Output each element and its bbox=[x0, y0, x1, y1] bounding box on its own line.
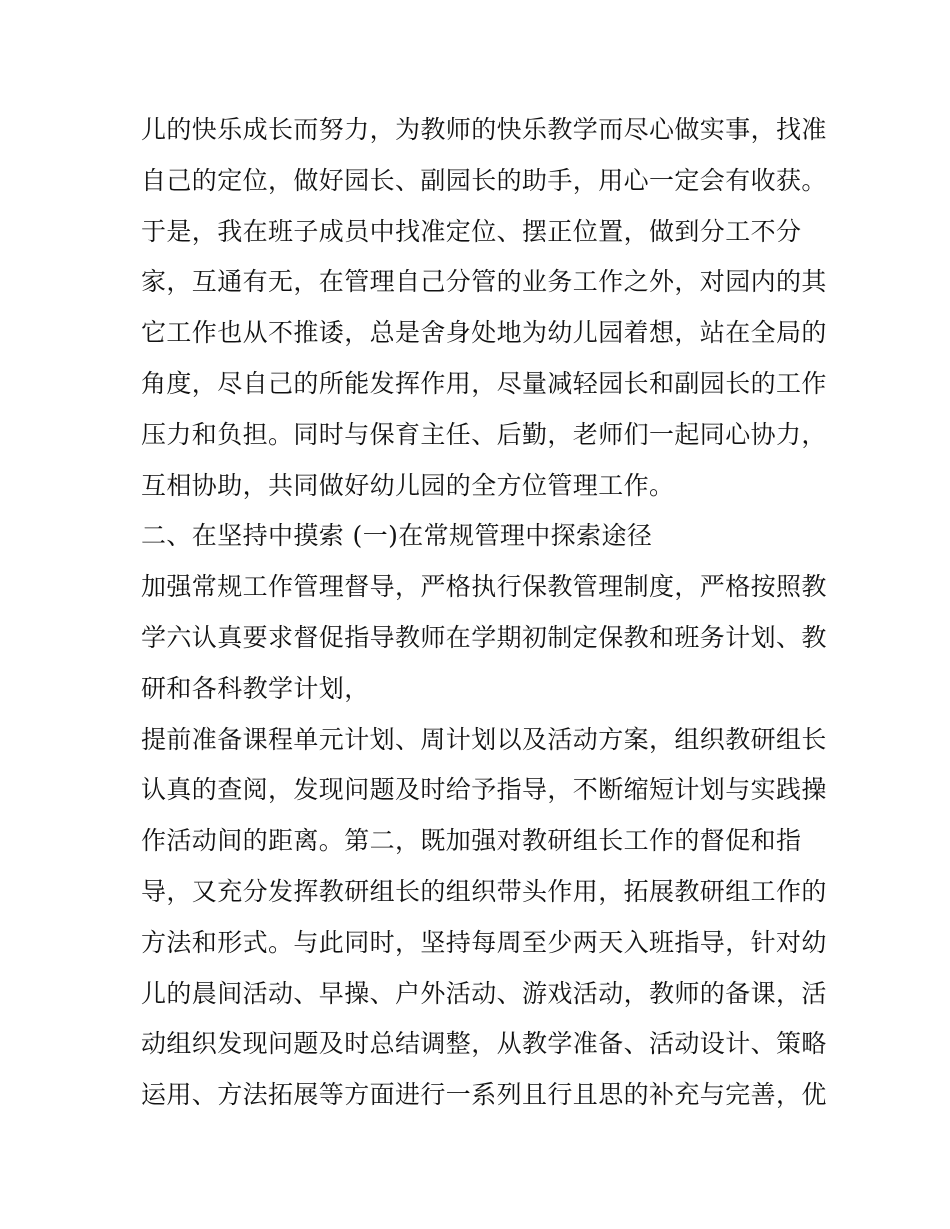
text-line: 加强常规工作管理督导，严格执行保教管理制度，严格按照教 bbox=[141, 572, 827, 602]
text-line: 互相协助，共同做好幼儿园的全方位管理工作。 bbox=[141, 470, 675, 500]
text-line: 方法和形式。与此同时，坚持每周至少两天入班指导，针对幼 bbox=[141, 927, 827, 957]
text-line: 运用、方法拓展等方面进行一系列且行且思的补充与完善，优 bbox=[141, 1080, 827, 1110]
body-text bbox=[141, 105, 827, 1121]
text-line: 认真的查阅，发现问题及时给予指导，不断缩短计划与实践操 bbox=[141, 775, 827, 805]
text-line: 自己的定位，做好园长、副园长的助手，用心一定会有收获。 bbox=[141, 165, 827, 195]
text-line: 作活动间的距离。第二，既加强对教研组长工作的督促和指 bbox=[141, 826, 802, 856]
text-line: 它工作也从不推诿，总是舍身处地为幼儿园着想，站在全局的 bbox=[141, 318, 827, 348]
text-line: 动组织发现问题及时总结调整，从教学准备、活动设计、策略 bbox=[141, 1029, 827, 1059]
text-line: 角度，尽自己的所能发挥作用，尽量减轻园长和副园长的工作 bbox=[141, 368, 827, 398]
text-line: 研和各科教学计划， bbox=[141, 673, 370, 703]
text-line: 提前准备课程单元计划、周计划以及活动方案，组织教研组长 bbox=[141, 724, 827, 754]
text-line: 于是，我在班子成员中找准定位、摆正位置，做到分工不分 bbox=[141, 216, 802, 246]
text-line: 儿的快乐成长而努力，为教师的快乐教学而尽心做实事，找准 bbox=[141, 115, 827, 144]
text-line: 导，又充分发挥教研组长的组织带头作用，拓展教研组工作的 bbox=[141, 876, 827, 906]
text-line: 儿的晨间活动、早操、户外活动、游戏活动，教师的备课，活 bbox=[141, 978, 827, 1008]
section-heading: 二、在坚持中摸索 (一)在常规管理中探索途径 bbox=[141, 521, 653, 551]
text-line: 学六认真要求督促指导教师在学期初制定保教和班务计划、教 bbox=[141, 622, 827, 652]
text-line: 家，互通有无，在管理自己分管的业务工作之外，对园内的其 bbox=[141, 267, 827, 297]
text-line: 压力和负担。同时与保育主任、后勤，老师们一起同心协力， bbox=[141, 419, 827, 449]
